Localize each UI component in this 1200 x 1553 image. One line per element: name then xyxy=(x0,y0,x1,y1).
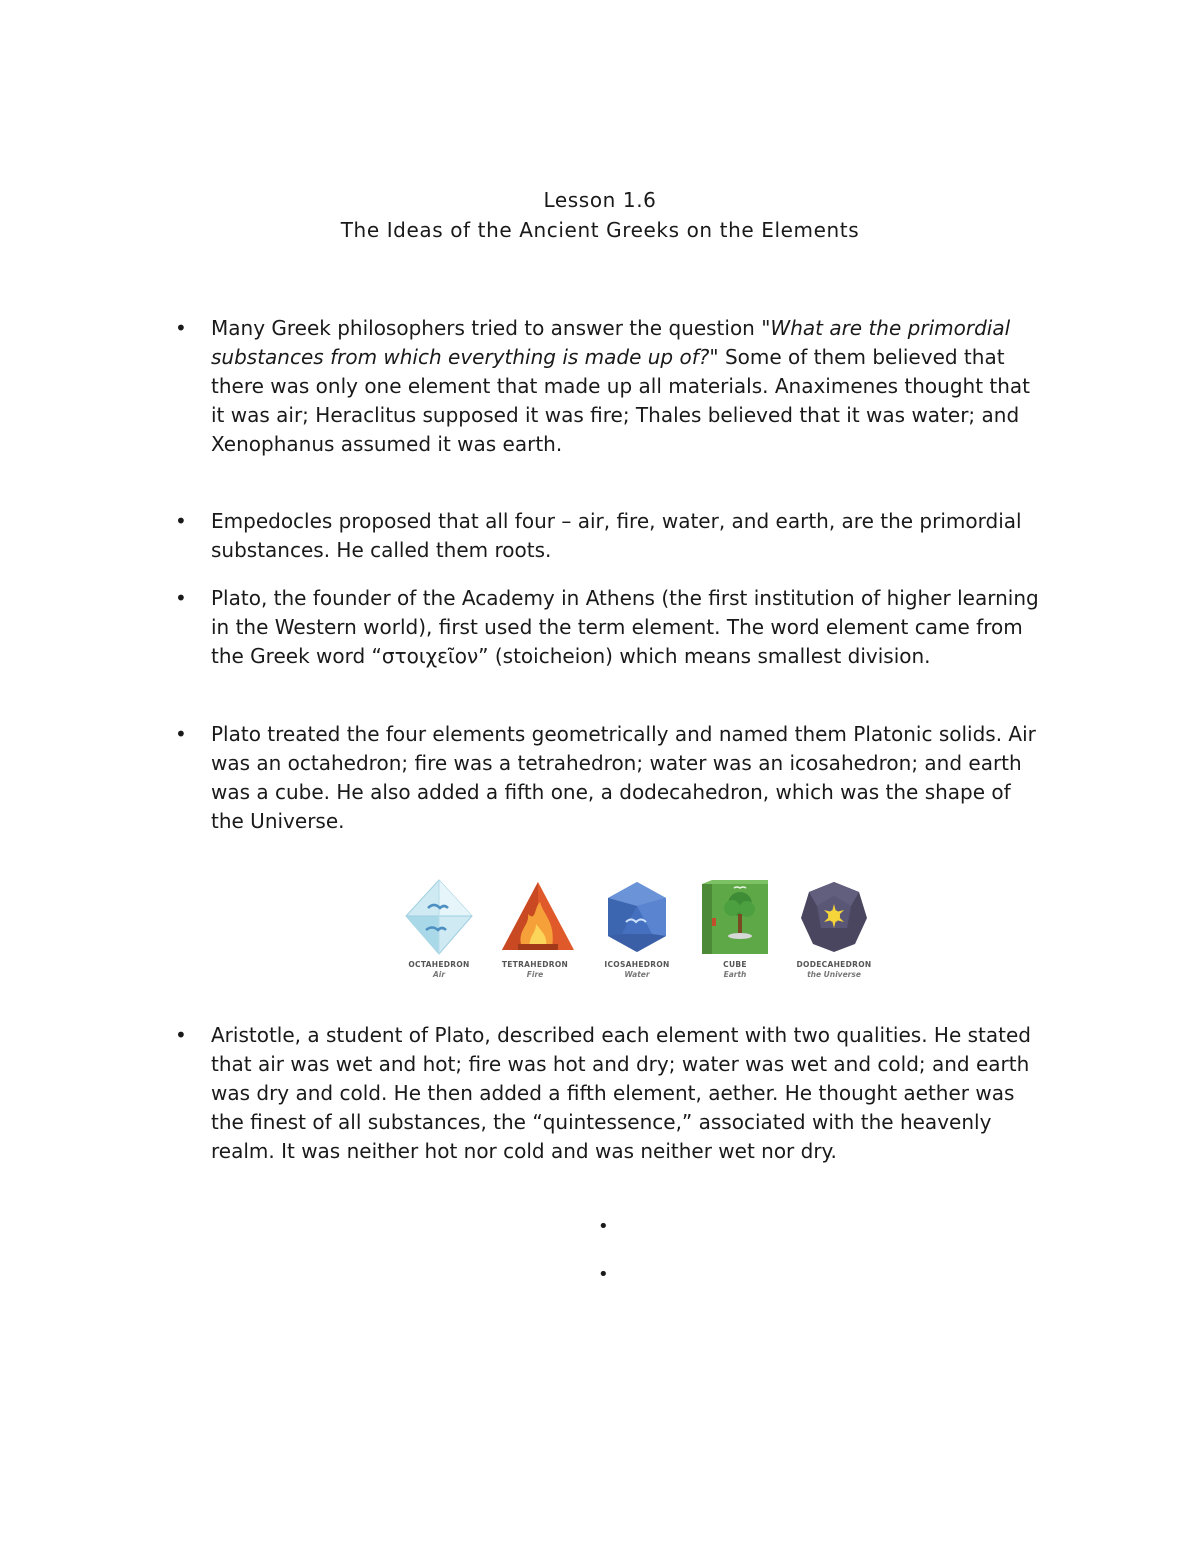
solid-dodecahedron xyxy=(793,878,875,982)
cube-earth-icon xyxy=(700,878,770,956)
solid-element: Earth xyxy=(723,970,747,979)
solid-icosahedron xyxy=(596,878,678,982)
solid-name: CUBE xyxy=(723,960,747,969)
platonic-solids-figure xyxy=(398,878,878,982)
solid-name: OCTAHEDRON xyxy=(408,960,470,969)
solid-element: Air xyxy=(432,970,446,979)
octahedron-air-icon xyxy=(404,878,474,956)
solid-name: ICOSAHEDRON xyxy=(604,960,670,969)
bullet-marker: • xyxy=(175,509,187,533)
list-item-text: Plato treated the four elements geometrically and named them Platonic solids. Air was an octahedron; fire was a tetrahedron; water was an icosahedron; and earth was a cube. He also added a fifth one, a dodecahedron, which was the shape of the Universe. xyxy=(211,722,1036,833)
empty-bullet-marker: • xyxy=(598,1216,609,1237)
solid-element: the Universe xyxy=(807,970,861,979)
solid-name: DODECAHEDRON xyxy=(796,960,872,969)
solid-element: Water xyxy=(624,970,650,979)
solid-octahedron xyxy=(398,878,480,982)
lesson-number: Lesson 1.6 xyxy=(543,188,657,212)
icosahedron-water-icon xyxy=(602,878,672,956)
bullet-marker: • xyxy=(175,1023,187,1047)
bullet-marker: • xyxy=(175,586,187,610)
list-item-text: Plato, the founder of the Academy in Athens (the first institution of higher learning in the Western world), first used the term element. The word element came from the Greek word “στοιχεῖον” (stoicheion) which means smallest division. xyxy=(211,586,1039,668)
solid-element: Fire xyxy=(526,970,544,979)
list-item-text: Many Greek philosophers tried to answer the question "What are the primordial substances from which everything is made up of?" Some of them believed that there was only one element that made up all materials. Anaximenes thought that it was air; Heraclitus supposed it was fire; Thales believed that it was water; and Xenophanus assumed it was earth. xyxy=(211,316,1031,456)
list-item-text: Aristotle, a student of Plato, described each element with two qualities. He stated that air was wet and hot; fire was hot and dry; water was wet and cold; and earth was dry and cold. He then added a fifth element, aether. He thought aether was the finest of all substances, the “quintessence,” associated with the heavenly realm. It was neither hot nor cold and was neither wet nor dry. xyxy=(211,1023,1031,1163)
lesson-title: The Ideas of the Ancient Greeks on the Elements xyxy=(340,218,860,242)
bullet-marker: • xyxy=(175,722,187,746)
solid-cube xyxy=(694,878,776,982)
dodecahedron-universe-icon xyxy=(799,878,869,956)
empty-bullet-marker: • xyxy=(598,1264,609,1285)
bullet-marker: • xyxy=(175,316,187,340)
solid-tetrahedron xyxy=(494,878,576,982)
solid-name: TETRAHEDRON xyxy=(501,960,569,969)
list-item-text: Empedocles proposed that all four – air, fire, water, and earth, are the primordial substances. He called them roots. xyxy=(211,509,1022,562)
tetrahedron-fire-icon xyxy=(500,878,576,956)
